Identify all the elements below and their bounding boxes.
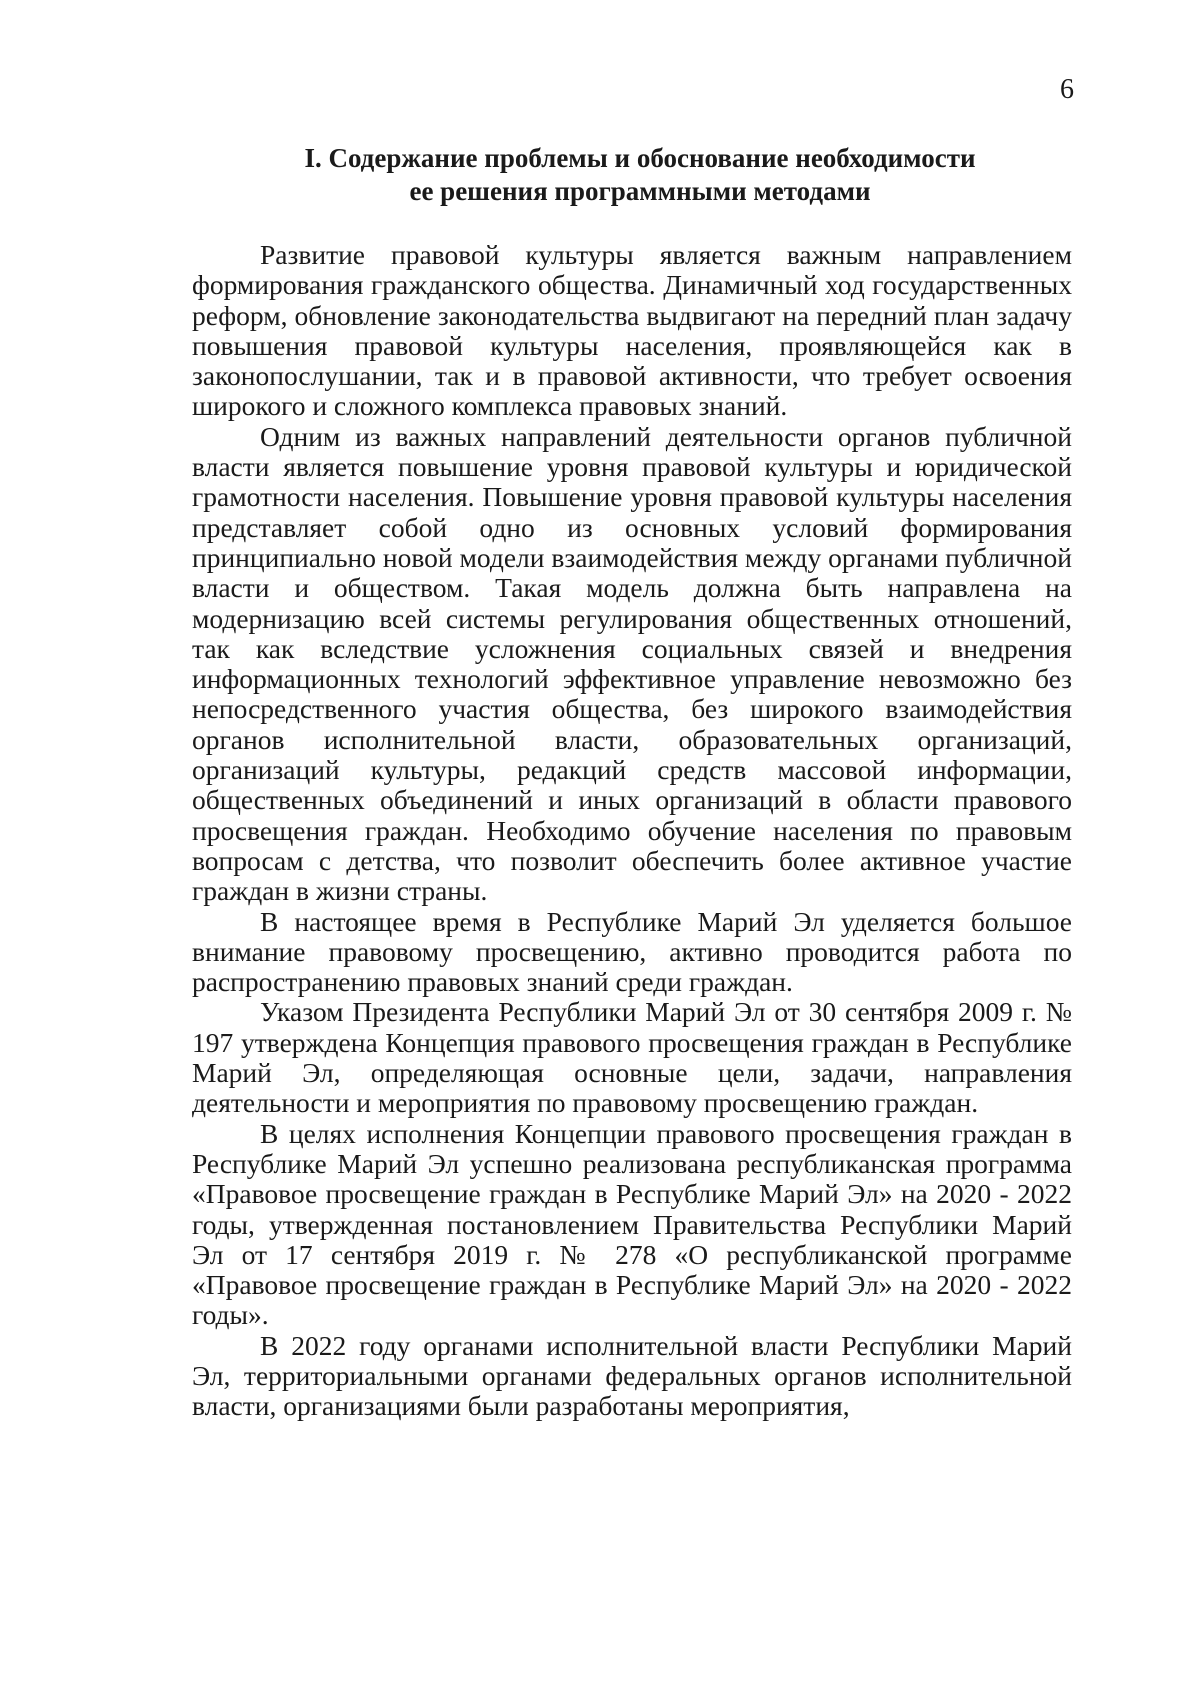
section-heading — [190, 142, 1090, 208]
section-heading-line-1: I. Содержание проблемы и обоснование необходимости — [304, 143, 976, 173]
paragraph-4: Указом Президента Республики Марий Эл от 30 сентября 2009 г. № 197 утверждена Концепция правового просвещения граждан в Республике Марий Эл, определяющая основные цели, задачи, направления деятельности и мероприятия по правовому просвещению граждан. — [192, 996, 1072, 1119]
section-heading-line-2: ее решения программными методами — [409, 176, 871, 206]
body-text — [192, 240, 1072, 1422]
paragraph-5: В целях исполнения Концепции правового просвещения граждан в Республике Марий Эл успешно реализована республиканская программа «Правовое просвещение граждан в Республике Марий Эл» на 2020 - 2022 годы, утвержденная постановлением Правительства Республики Марий Эл от 17 сентября 2019 г. № 278 «О республиканской программе «Правовое просвещение граждан в Республике Марий Эл» на 2020 - 2022 годы». — [192, 1117, 1072, 1331]
paragraph-3: В настоящее время в Республике Марий Эл уделяется большое внимание правовому просвещению, активно проводится работа по распространению правовых знаний среди граждан. — [192, 905, 1072, 998]
page-number: 6 — [1060, 74, 1074, 105]
paragraph-2: Одним из важных направлений деятельности органов публичной власти является повышение уровня правовой культуры и юридической грамотности населения. Повышение уровня правовой культуры населения представляет собой одно из основных условий формирования принципиально новой модели взаимодействия между органами публичной власти и обществом. Такая модель должна быть направлена на модернизацию всей системы регулирования общественных отношений, так как вследствие усложнения социальных связей и внедрения информационных технологий эффективное управление невозможно без непосредственного участия общества, без широкого взаимодействия органов исполнительной власти, образовательных организаций, организаций культуры, редакций средств массовой информации, общественных объединений и иных организаций в области правового просвещения граждан. Необходимо обучение населения по правовым вопросам с детства, что позволит обеспечить более активное участие граждан в жизни страны. — [192, 420, 1072, 907]
paragraph-1: Развитие правовой культуры является важным направлением формирования гражданского общества. Динамичный ход государственных реформ, обновление законодательства выдвигают на передний план задачу повышения правовой культуры населения, проявляющейся как в законопослушании, так и в правовой активности, что требует освоения широкого и сложного комплекса правовых знаний. — [192, 239, 1072, 422]
paragraph-6: В 2022 году органами исполнительной власти Республики Марий Эл, территориальными органами федеральных органов исполнительной власти, организациями были разработаны мероприятия, — [192, 1329, 1072, 1422]
